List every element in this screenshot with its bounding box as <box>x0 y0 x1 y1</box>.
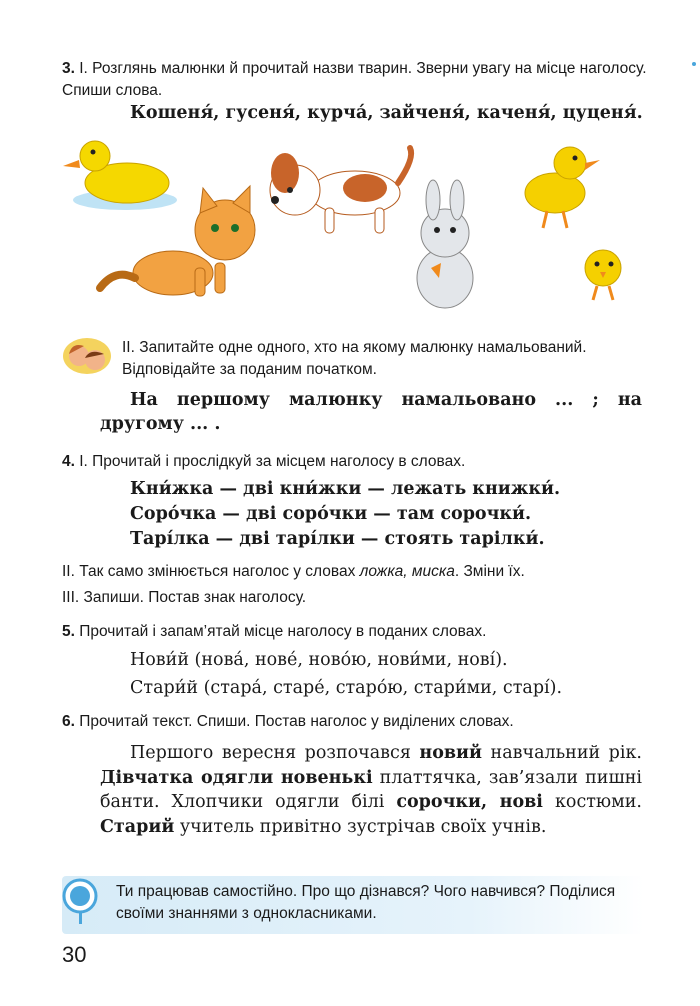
task6-number: 6. <box>62 713 75 730</box>
page-number: 30 <box>62 942 87 967</box>
task6-instruction: 6. Прочитай текст. Спиши. Постав наголос у виділених словах. <box>62 713 514 730</box>
bunny-illustration <box>417 180 473 308</box>
task3-words: Кошеня́, гусеня́, курча́, зайченя́, каченя́, цуценя́. <box>130 103 643 123</box>
task4-number: 4. <box>62 453 75 470</box>
puppy-illustration <box>270 148 411 233</box>
task3-number: 3. <box>62 60 75 77</box>
task6-text: Першого вересня розпочався новий навчальний рік. Дівчатка одягли новенькі платтячка, зав’язали пишні банти. Хлопчики одягли білі сорочки, нові костюми. Старий учитель привітно зустрічав своїх учнів. <box>100 743 643 837</box>
task4-instruction: 4. І. Прочитай і прослідкуй за місцем наголосу в словах. <box>62 453 466 470</box>
task3-instruction: 3. І. Розглянь малюнки й прочитай назви тварин. Зверни увагу на місце наголосу. Спиши слова. <box>62 60 647 99</box>
kids-talking-icon <box>62 336 112 376</box>
task4-part3: ІІІ. Запиши. Постав знак наголосу. <box>62 589 307 606</box>
animals-illustration <box>55 138 645 313</box>
ducks-illustration <box>63 141 177 210</box>
margin-dot <box>692 62 696 66</box>
self-check-text: Ти працював самостійно. Про що дізнався? Чого навчився? Поділися своїми знаннями з однокласниками. <box>116 883 616 922</box>
task5-instruction: 5. Прочитай і запам’ятай місце наголосу в поданих словах. <box>62 623 487 640</box>
task5-line1: Нови́й (нова́, нове́, ново́ю, нови́ми, нові́). <box>130 650 508 670</box>
task5-number: 5. <box>62 623 75 640</box>
task4-line2: Соро́чка — дві соро́чки — там сорочки́. <box>130 504 532 524</box>
lightbulb-icon <box>62 878 102 926</box>
task3-sample-line2: другому ... . <box>100 414 221 434</box>
task4-part2: ІІ. Так само змінюється наголос у словах ложка, миска. Зміни їх. <box>62 563 525 580</box>
task4-line3: Тарі́лка — дві тарі́лки — стоять тарілки́. <box>130 529 545 549</box>
chick-illustration <box>525 147 621 300</box>
task4-line1: Кни́жка — дві кни́жки — лежать книжки́. <box>130 479 561 499</box>
task3-sample-line1: На першому малюнку намальовано ... ; на <box>130 390 642 410</box>
task5-line2: Стари́й (стара́, старе́, старо́ю, стари́ми, старі́). <box>130 678 563 698</box>
task3-part2: ІІ. Запитайте одне одного, хто на якому малюнку намальований. Відповідайте за поданим початком. <box>122 339 587 378</box>
